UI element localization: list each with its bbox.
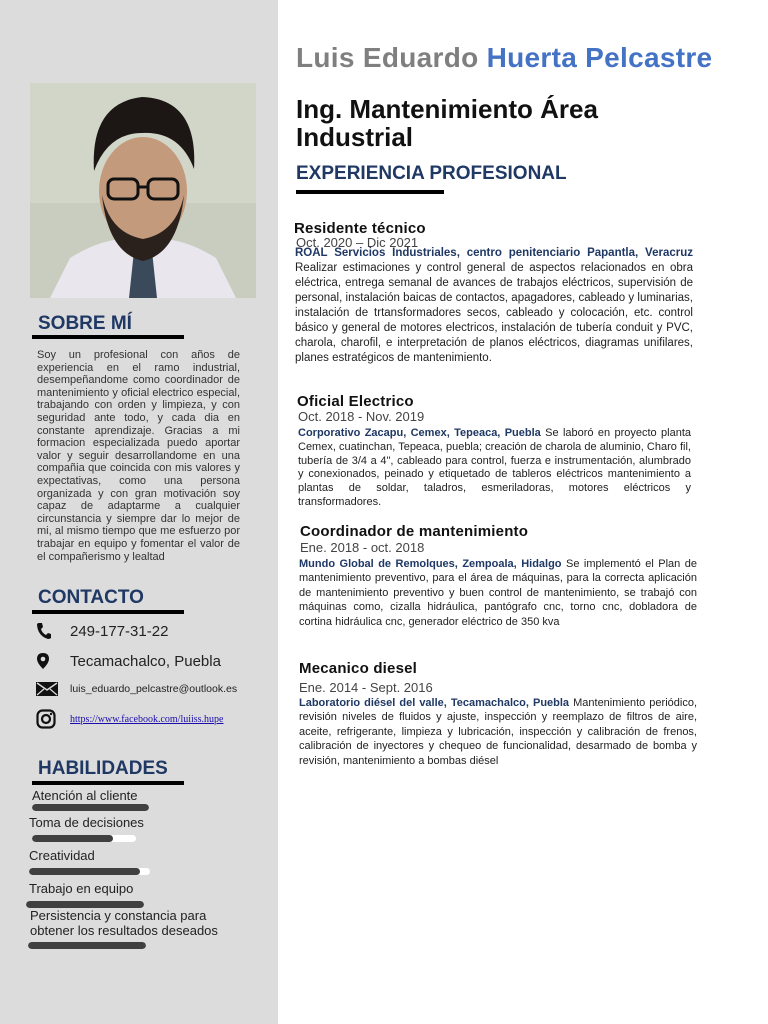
job-description-text: Realizar estimaciones y control general de aspectos relacionados en obra eléctrica, entrega semanal de avances de trabajos eléctricos, supervisión de personal, instalación baicas de contactos, apagadores, cableado y luminarias, instalación de trtansformadores secos, cableado y colocación, etc. control básico y general de motores electricos, instalación de tubería conduit y PVC, charola, charofil, e interpretación de planos eléctricos, diagramas unifilares, planes estratégicos de mantenimiento. (295, 262, 693, 364)
skills-underline (32, 781, 184, 785)
job-title-heading: Ing. Mantenimiento Área Industrial (296, 94, 598, 152)
skill-label: Persistencia y constancia para obtener los resultados deseados (30, 908, 218, 938)
first-name: Luis Eduardo (296, 42, 479, 73)
job-description (299, 696, 697, 768)
job-description-text: Se implementó el Plan de mantenimiento preventivo, para el área de máquinas, para la correcta aplicación de mantenimiento preventivo y buen control de mantenimiento, se trabajó con máquinas como, cizalla hidráulica, pantógrafo cnc, torno cnc, dobladora de cortina hidráulica cnc, generador eléctrico de 350 kva (299, 558, 697, 628)
job-dates: Oct. 2018 - Nov. 2019 (298, 409, 425, 424)
job-description (299, 557, 697, 629)
job-title: Oficial Electrico (297, 393, 414, 410)
full-name (296, 42, 712, 74)
phone-number: 249-177-31-22 (70, 622, 169, 640)
skill-bar (32, 835, 136, 842)
experience-underline (296, 190, 444, 194)
last-name: Huerta Pelcastre (486, 42, 713, 73)
job-dates: Oct. 2020 – Dic 2021 (296, 235, 419, 250)
job-dates: Ene. 2018 - oct. 2018 (300, 540, 425, 555)
contact-phone-row (36, 620, 168, 642)
job-title: Coordinador de mantenimiento (300, 523, 529, 540)
job-company: Laboratorio diésel del valle, Tecamachalco, Puebla (299, 697, 570, 709)
job-company: Corporativo Zacapu, Cemex, Tepeaca, Puebla (298, 427, 541, 439)
contact-location-row (36, 650, 221, 672)
skill-bar-fill (32, 804, 149, 811)
skill-label: Trabajo en equipo (29, 881, 134, 896)
phone-icon (36, 622, 60, 640)
profile-photo (30, 83, 256, 298)
skills-heading: HABILIDADES (38, 758, 168, 779)
instagram-icon (36, 709, 60, 729)
job-description-text: Mantenimiento periódico, revisión niveles de fluidos y ajuste, inspección y reemplazo de filtros de aire, aceite, refrigerante, limpieza y lubricación, inspección y calibración de frenos, calibración de inyectores y chequeo de funcionalidad, desarmado de bomba y revisión, mantenimiento a bombas diésel (299, 697, 697, 767)
about-heading: SOBRE MÍ (38, 313, 132, 334)
location-text: Tecamachalco, Puebla (70, 652, 221, 670)
skill-bar-fill (26, 901, 144, 908)
skill-bar (29, 868, 150, 875)
job-description (295, 246, 693, 366)
job-dates: Ene. 2014 - Sept. 2016 (299, 680, 433, 695)
skill-bar (26, 901, 144, 908)
contact-email-row (36, 679, 237, 699)
job-description-text: Se laboró en proyecto planta Cemex, cuatinchan, Tepeaca, puebla; creación de charola de aluminio, Charo fil, tubería de 3/4 a 4", cableado para control, fuerza e instrumentación, alumbrado y conexionados, peinado y etiquetado de tableros eléctricos mantenimiento a plantas de soldar, taladros, esmeriladoras, motores eléctricos y transformadores. (298, 427, 691, 508)
contact-heading: CONTACTO (38, 587, 144, 608)
skill-bar-fill (32, 835, 113, 842)
sidebar (0, 0, 278, 1024)
experience-heading: EXPERIENCIA PROFESIONAL (296, 163, 567, 184)
job-title: Mecanico diesel (299, 660, 418, 677)
contact-social-row (36, 708, 224, 730)
envelope-icon (36, 682, 60, 696)
skill-bar (32, 804, 149, 811)
map-pin-icon (36, 652, 60, 670)
contact-underline (32, 610, 184, 614)
skill-bar-fill (28, 942, 146, 949)
job-title: Residente técnico (294, 220, 426, 237)
skill-bar-fill (29, 868, 140, 875)
skill-label: Atención al cliente (32, 788, 138, 803)
about-underline (32, 335, 184, 339)
skill-bar (28, 942, 146, 949)
email-link[interactable]: luis_eduardo_pelcastre@outlook.es (70, 683, 238, 695)
job-company: ROAL Servicios Industriales, centro penitenciario Papantla, Veracruz (295, 247, 693, 259)
job-company: Mundo Global de Remolques, Zempoala, Hidalgo (299, 558, 562, 570)
skill-label: Toma de decisiones (29, 815, 144, 830)
facebook-link[interactable]: https://www.facebook.com/luiiss.hupe (70, 713, 224, 725)
job-description (298, 427, 691, 510)
skill-label: Creatividad (29, 848, 95, 863)
about-text: Soy un profesional con años de experiencia en el ramo industrial, desempeñandome como coordinador de mantenimiento y oficial electrico especial, trabajando con orden y limpieza, y con seguridad ante todo, y cada dia en constante aprendizaje. Gracias a mi formacion especializada puedo aportar valor y seguir desarrollandome en una compañia que coincida con mis valores y expectativas, como una persona organizada y con gran motivación soy capaz de adaptarme a cualquier circunstancia y siempre dar lo mejor de mi, al mismo tiempo que me esfuerzo por trabajar en equipo y fomentar el valor de el compañerismo y lealtad (37, 349, 240, 563)
